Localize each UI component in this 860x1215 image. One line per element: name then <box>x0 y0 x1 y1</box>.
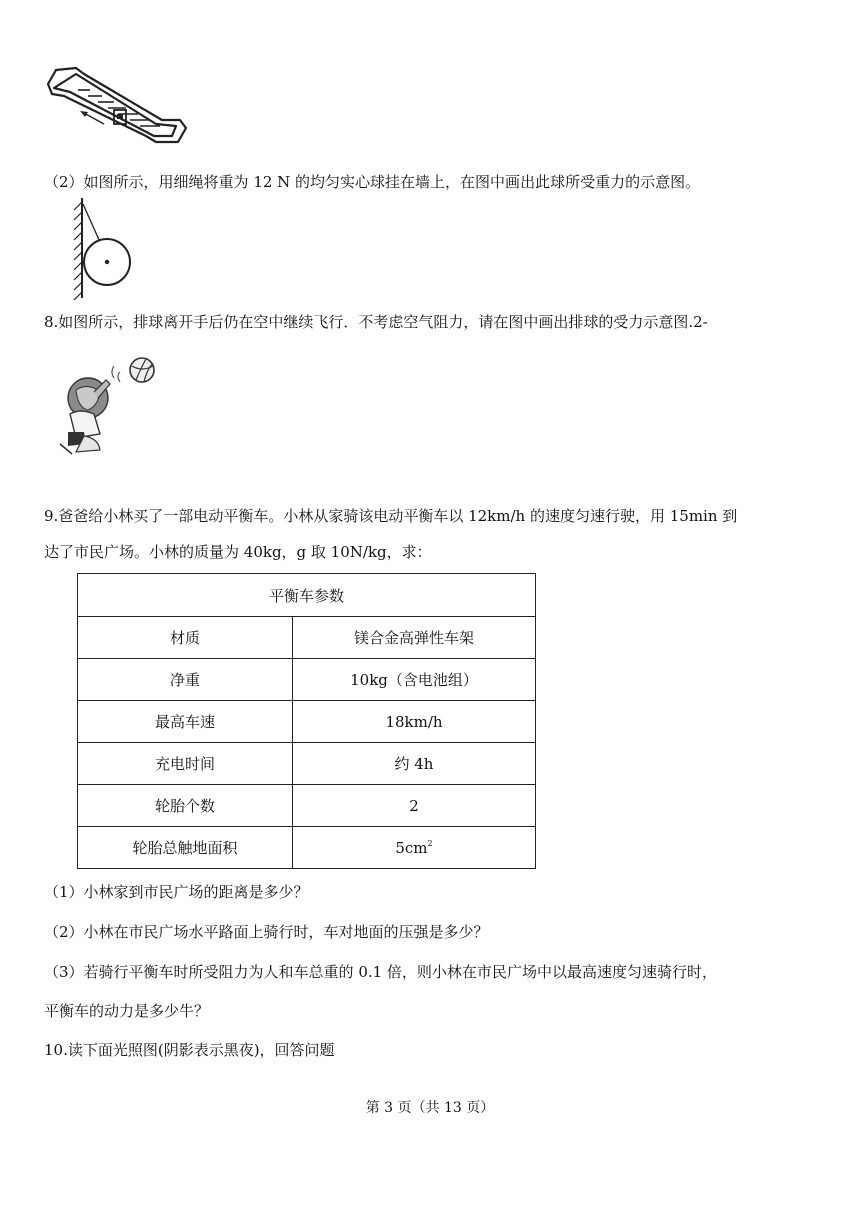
balance-car-params-table <box>77 573 536 869</box>
question-9-part-2: （2）小林在市民广场水平路面上骑行时，车对地面的压强是多少？ <box>44 923 489 941</box>
table-row <box>78 827 536 869</box>
escalator-figure <box>44 62 190 148</box>
param-value: 2 <box>293 785 536 827</box>
table-title: 平衡车参数 <box>78 574 536 617</box>
param-label: 最高车速 <box>78 701 293 743</box>
table-row <box>78 743 536 785</box>
table-title-row <box>78 574 536 617</box>
table-row <box>78 701 536 743</box>
question-9-part-3-line-2: 平衡车的动力是多少牛？ <box>44 1002 210 1020</box>
param-value: 10kg（含电池组） <box>293 659 536 701</box>
param-value-superscript: 2 <box>427 838 433 848</box>
volleyball-player-figure <box>54 352 160 456</box>
question-10: 10.读下面光照图(阴影表示黑夜)，回答问题 <box>44 1041 335 1059</box>
hanging-ball-figure <box>70 198 136 300</box>
param-value: 18km/h <box>293 701 536 743</box>
table-row <box>78 617 536 659</box>
param-value <box>293 827 536 869</box>
table-row <box>78 659 536 701</box>
param-label: 轮胎个数 <box>78 785 293 827</box>
param-value: 约 4h <box>293 743 536 785</box>
question-9-line-2: 达了市民广场。小林的质量为 40kg，g 取 10N/kg，求： <box>44 543 432 561</box>
param-label: 材质 <box>78 617 293 659</box>
question-9-line-1: 9.爸爸给小林买了一部电动平衡车。小林从家骑该电动平衡车以 12km/h 的速度匀速行驶，用 15min 到 <box>44 507 738 525</box>
table-row <box>78 785 536 827</box>
question-9-part-3-line-1: （3）若骑行平衡车时所受阻力为人和车总重的 0.1 倍，则小林在市民广场中以最高速度匀速骑行时， <box>44 963 717 981</box>
page-footer: 第 3 页（共 13 页） <box>365 1100 495 1116</box>
question-7-part-2: （2）如图所示，用细绳将重为 12 N 的均匀实心球挂在墙上，在图中画出此球所受重力的示意图。 <box>44 173 701 191</box>
param-label: 轮胎总触地面积 <box>78 827 293 869</box>
param-label: 净重 <box>78 659 293 701</box>
question-8: 8.如图所示，排球离开手后仍在空中继续飞行．不考虑空气阻力，请在图中画出排球的受力示意图.2- <box>44 313 708 331</box>
param-value-text: 5cm <box>395 838 428 857</box>
param-label: 充电时间 <box>78 743 293 785</box>
param-value: 镁合金高弹性车架 <box>293 617 536 659</box>
question-9-part-1: （1）小林家到市民广场的距离是多少？ <box>44 883 309 901</box>
